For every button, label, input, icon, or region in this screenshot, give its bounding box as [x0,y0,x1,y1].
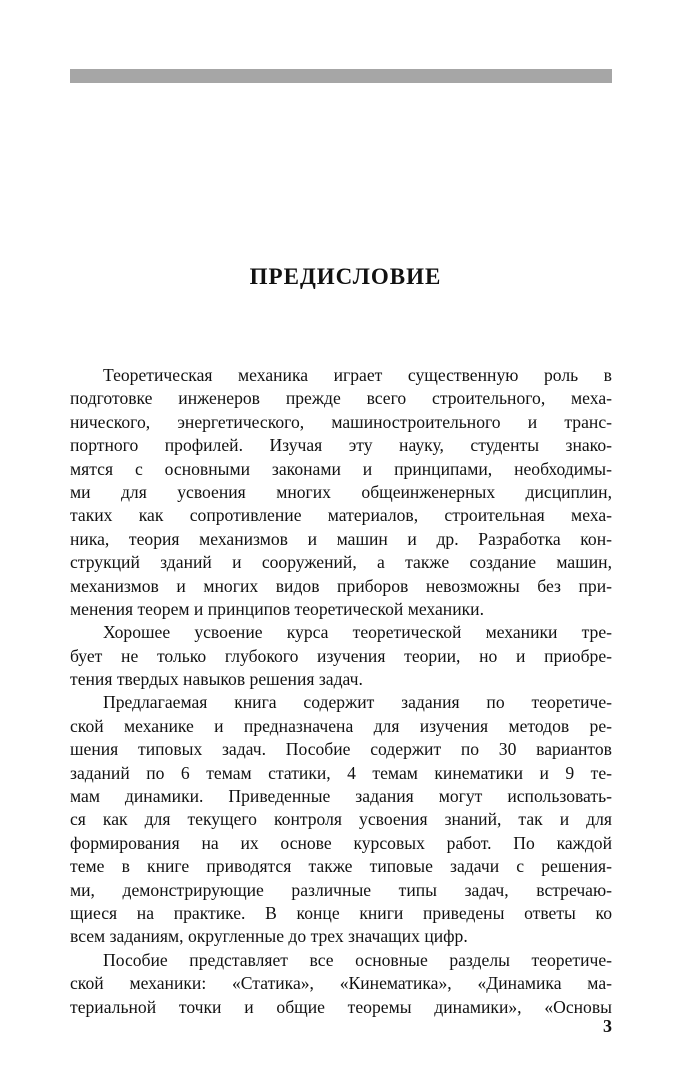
text-line: струкций зданий и сооружений, а также создание машин, [70,552,612,573]
text-line: Теоретическая механика играет существенную роль в [103,365,612,385]
text-line: портного профилей. Изучая эту науку, студенты знако- [70,435,612,456]
text-line: бует не только глубокого изучения теории, но и приобре- [70,645,612,666]
text-line: всем заданиям, округленные до трех значащих цифр. [70,926,468,947]
text-line: Пособие представляет все основные разделы теоретиче- [103,949,612,970]
text-line: щиеся на практике. В конце книги приведены ответы ко [70,902,612,923]
text-line: Предлагаемая книга содержит задания по теоретиче- [103,692,612,713]
text-line: тения твердых навыков решения задач. [70,669,363,690]
header-rule [70,69,612,83]
text-line: ми для усвоения многих общеинженерных дисциплин, [70,481,612,502]
text-line: териальной точки и общие теоремы динамики», «Основы [70,996,612,1017]
text-line: теме в книге приводятся также типовые задачи с решения- [70,856,612,877]
text-line: подготовке инженеров прежде всего строительного, меха- [70,388,612,409]
text-line: формирования на их основе курсовых работ. По каждой [70,832,612,853]
text-line: мятся с основными законами и принципами, необходимы- [70,458,612,479]
text-line: ской механики: «Статика», «Кинематика», «Динамика ма- [70,973,612,994]
text-line: Хорошее усвоение курса теоретической механики тре- [103,622,612,643]
text-line: ми, демонстрирующие различные типы задач, встречаю- [70,879,612,900]
text-line: ника, теория механизмов и машин и др. Разработка кон- [70,528,612,549]
text-line: мам динамики. Приведенные задания могут использовать- [70,786,612,807]
body-text [70,364,612,1019]
text-line: ся как для текущего контроля усвоения знаний, так и для [70,809,612,830]
text-line: механизмов и многих видов приборов невозможны без при- [70,575,612,596]
page-number: 3 [603,1016,612,1036]
text-line: заданий по 6 темам статики, 4 темам кинематики и 9 те- [70,762,612,783]
text-line: нического, энергетического, машиностроительного и транс- [70,411,612,432]
text-line: менения теорем и принципов теоретической механики. [70,598,484,619]
text-line: ской механике и предназначена для изучения методов ре- [70,715,612,736]
page-title: ПРЕДИСЛОВИЕ [249,264,442,289]
text-line: таких как сопротивление материалов, строительная меха- [70,505,612,526]
text-line: шения типовых задач. Пособие содержит по 30 вариантов [70,739,612,760]
